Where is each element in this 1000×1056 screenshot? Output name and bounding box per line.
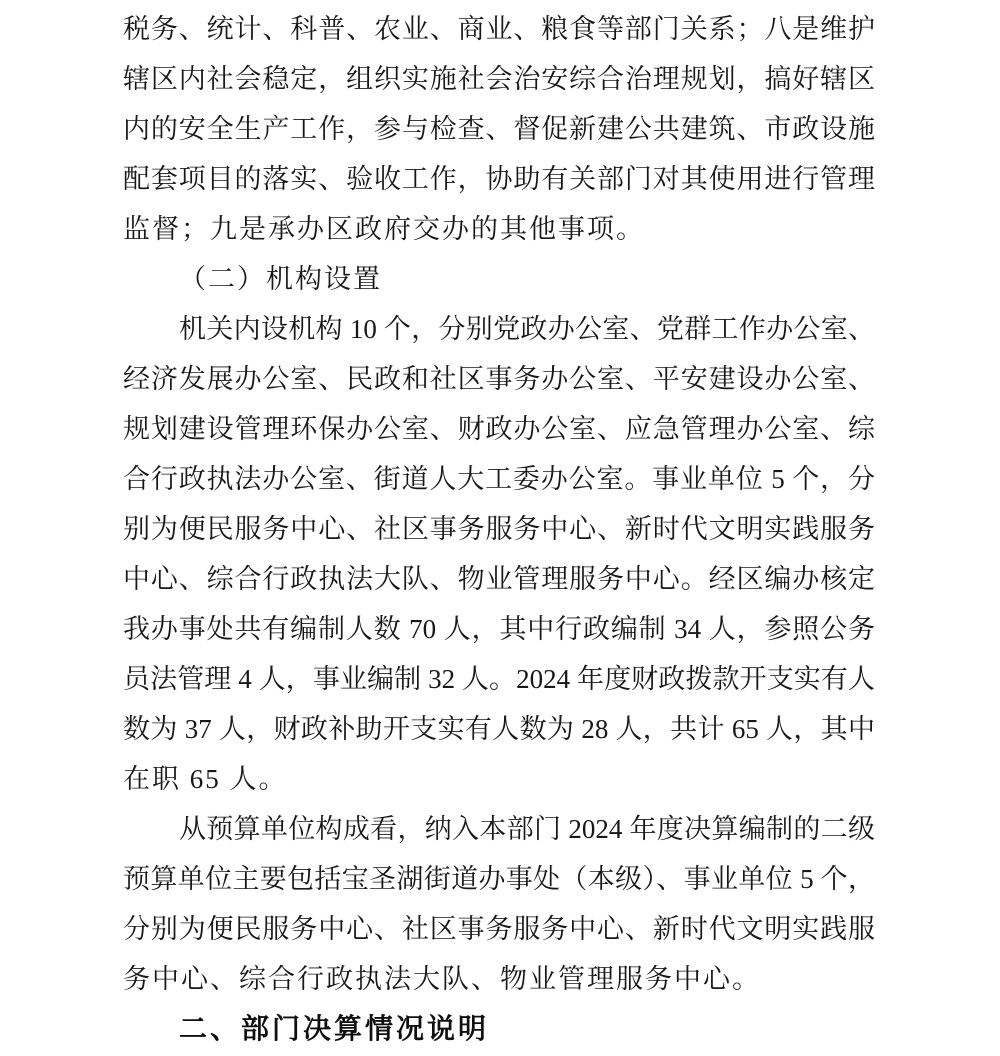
section-heading-budget-explanation: 二、部门决算情况说明 [179,1012,490,1045]
body-text-line: 机关内设机构 10 个，分别党政办公室、党群工作办公室、 [179,314,875,344]
body-text-line: 从预算单位构成看，纳入本部门 2024 年度决算编制的二级 [179,814,875,844]
body-text-line: 内的安全生产工作，参与检查、督促新建公共建筑、市政设施 [123,114,875,144]
body-text-line: 务中心、综合行政执法大队、物业管理服务中心。 [123,964,761,994]
body-text-line: 别为便民服务中心、社区事务服务中心、新时代文明实践服务 [123,514,875,544]
body-text-line: 监督；九是承办区政府交办的其他事项。 [123,214,645,244]
body-text-line: 辖区内社会稳定，组织实施社会治安综合治理规划，搞好辖区 [123,64,875,94]
body-text-line: 分别为便民服务中心、社区事务服务中心、新时代文明实践服 [123,914,875,944]
body-text-line: 在职 65 人。 [123,764,288,794]
body-text-line: 配套项目的落实、验收工作，协助有关部门对其使用进行管理 [123,164,875,194]
body-text-line: 合行政执法办公室、街道人大工委办公室。事业单位 5 个，分 [123,464,875,494]
body-text-line: 税务、统计、科普、农业、商业、粮食等部门关系；八是维护 [123,14,875,44]
body-text-line: 数为 37 人，财政补助开支实有人数为 28 人，共计 65 人，其中 [123,714,875,744]
body-text-line: 规划建设管理环保办公室、财政办公室、应急管理办公室、综 [123,414,875,444]
body-text-line: 预算单位主要包括宝圣湖街道办事处（本级）、事业单位 5 个， [123,864,875,894]
body-text-line: 经济发展办公室、民政和社区事务办公室、平安建设办公室、 [123,364,875,394]
body-text-line: 中心、综合行政执法大队、物业管理服务中心。经区编办核定 [123,564,875,594]
body-text-line: 员法管理 4 人，事业编制 32 人。2024 年度财政拨款开支实有人 [123,664,875,694]
body-text-line: 我办事处共有编制人数 70 人，其中行政编制 34 人，参照公务 [123,614,875,644]
subsection-heading-org-setup: （二）机构设置 [179,264,382,294]
